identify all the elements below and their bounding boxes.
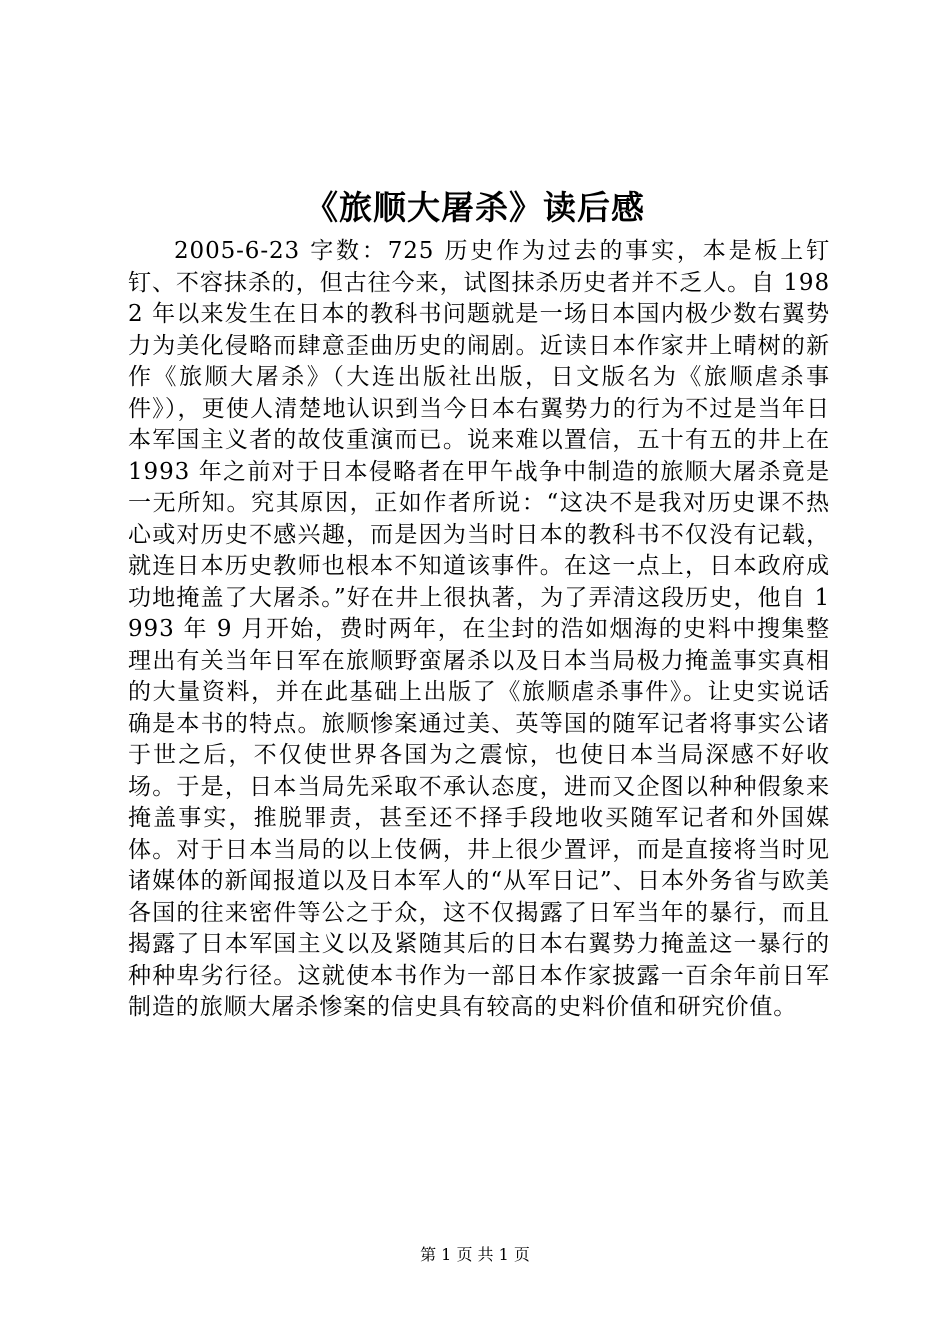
document-body: 2005-6-23 字数：725 历史作为过去的事实，本是板上钉钉、不容抹杀的，但古往今来，试图抹杀历史者并不乏人。自 1982 年以来发生在日本的教科书问题就是一场日本国内极少数右翼势力为美化侵略而肆意歪曲历史的闹剧。近读日本作家井上晴树的新作《旅顺大屠杀》（大连出版社出版，日文版名为《旅顺虐杀事件》），更使人清楚地认识到当今日本右翼势力的行为不过是当年日本军国主义者的故伎重演而已。说来难以置信，五十有五的井上在 1993 年之前对于日本侵略者在甲午战争中制造的旅顺大屠杀竟是一无所知。究其原因，正如作者所说：“这决不是我对历史课不热心或对历史不感兴趣，而是因为当时日本的教科书不仅没有记载，就连日本历史教师也根本不知道该事件。在这一点上，日本政府成功地掩盖了大屠杀。”好在井上很执著，为了弄清这段历史，他自 1993 年 9 月开始，费时两年，在尘封的浩如烟海的史料中搜集整理出有关当年日军在旅顺野蛮屠杀以及日本当局极力掩盖事实真相的大量资料，并在此基础上出版了《旅顺虐杀事件》。让史实说话确是本书的特点。旅顺惨案通过美、英等国的随军记者将事实公诸于世之后，不仅使世界各国为之震惊，也使日本当局深感不好收场。于是，日本当局先采取不承认态度，进而又企图以种种假象来掩盖事实，推脱罪责，甚至还不择手段地收买随军记者和外国媒体。对于日本当局的以上伎俩，井上很少置评，而是直接将当时见诸媒体的新闻报道以及日本军人的“从军日记”、日本外务省与欧美各国的往来密件等公之于众，这不仅揭露了日军当年的暴行，而且揭露了日本军国主义以及紧随其后的日本右翼势力掩盖这一暴行的种种卑劣行径。这就使本书作为一部日本作家披露一百余年前日军制造的旅顺大屠杀惨案的信史具有较高的史料价值和研究价值。 [128, 238, 830, 1020]
page-number: 第 1 页 共 1 页 [420, 1245, 530, 1264]
document-title: 《旅顺大屠杀》读后感 [305, 188, 645, 227]
